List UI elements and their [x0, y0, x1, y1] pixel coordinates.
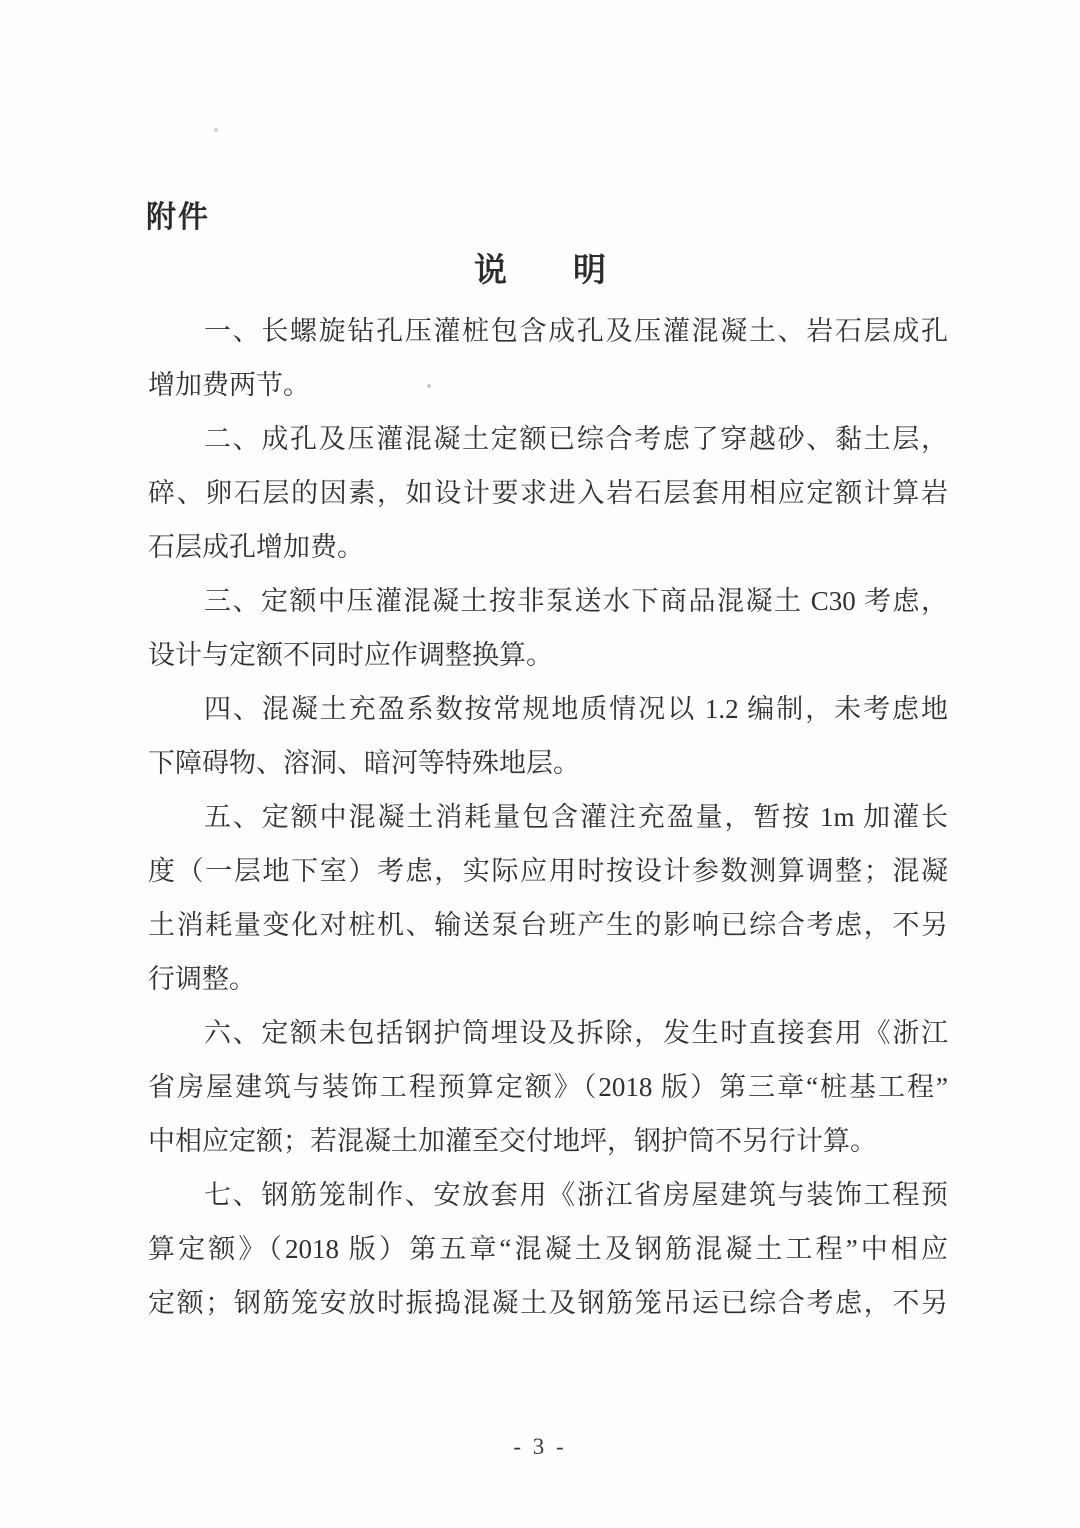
scan-artifact-dot	[427, 384, 431, 388]
body-line: 算定额》（2018 版）第五章“混凝土及钢筋混凝土工程”中相应	[148, 1234, 948, 1264]
page-number: - 3 -	[513, 1434, 567, 1459]
body-line: 一、长螺旋钻孔压灌桩包含成孔及压灌混凝土、岩石层成孔	[204, 316, 948, 346]
document-body	[148, 304, 948, 1330]
body-line: 省房屋建筑与装饰工程预算定额》（2018 版）第三章“桩基工程”	[148, 1072, 948, 1102]
document-title: 说 明	[474, 251, 606, 288]
body-line: 增加费两节。	[148, 370, 310, 400]
body-line: 行调整。	[148, 964, 256, 994]
body-line: 三、定额中压灌混凝土按非泵送水下商品混凝土 C30 考虑，	[204, 586, 948, 616]
body-line: 二、成孔及压灌混凝土定额已综合考虑了穿越砂、黏土层，	[204, 424, 948, 454]
attachment-label: 附件	[146, 201, 210, 234]
body-line: 设计与定额不同时应作调整换算。	[148, 640, 553, 670]
body-line: 定额；钢筋笼安放时振捣混凝土及钢筋笼吊运已综合考虑，不另	[148, 1288, 948, 1318]
body-line: 七、钢筋笼制作、安放套用《浙江省房屋建筑与装饰工程预	[204, 1180, 948, 1210]
scan-artifact-dot	[214, 128, 218, 132]
body-line: 石层成孔增加费。	[148, 532, 364, 562]
body-line: 下障碍物、溶洞、暗河等特殊地层。	[148, 748, 580, 778]
body-line: 土消耗量变化对桩机、输送泵台班产生的影响已综合考虑，不另	[148, 910, 948, 940]
body-line: 碎、卵石层的因素，如设计要求进入岩石层套用相应定额计算岩	[148, 478, 948, 508]
body-line: 五、定额中混凝土消耗量包含灌注充盈量，暂按 1m 加灌长	[204, 802, 948, 832]
body-line: 六、定额未包括钢护筒埋设及拆除，发生时直接套用《浙江	[204, 1018, 948, 1048]
body-line: 四、混凝土充盈系数按常规地质情况以 1.2 编制，未考虑地	[204, 694, 948, 724]
body-line: 中相应定额；若混凝土加灌至交付地坪，钢护筒不另行计算。	[148, 1126, 877, 1156]
body-line: 度（一层地下室）考虑，实际应用时按设计参数测算调整；混凝	[148, 856, 948, 886]
